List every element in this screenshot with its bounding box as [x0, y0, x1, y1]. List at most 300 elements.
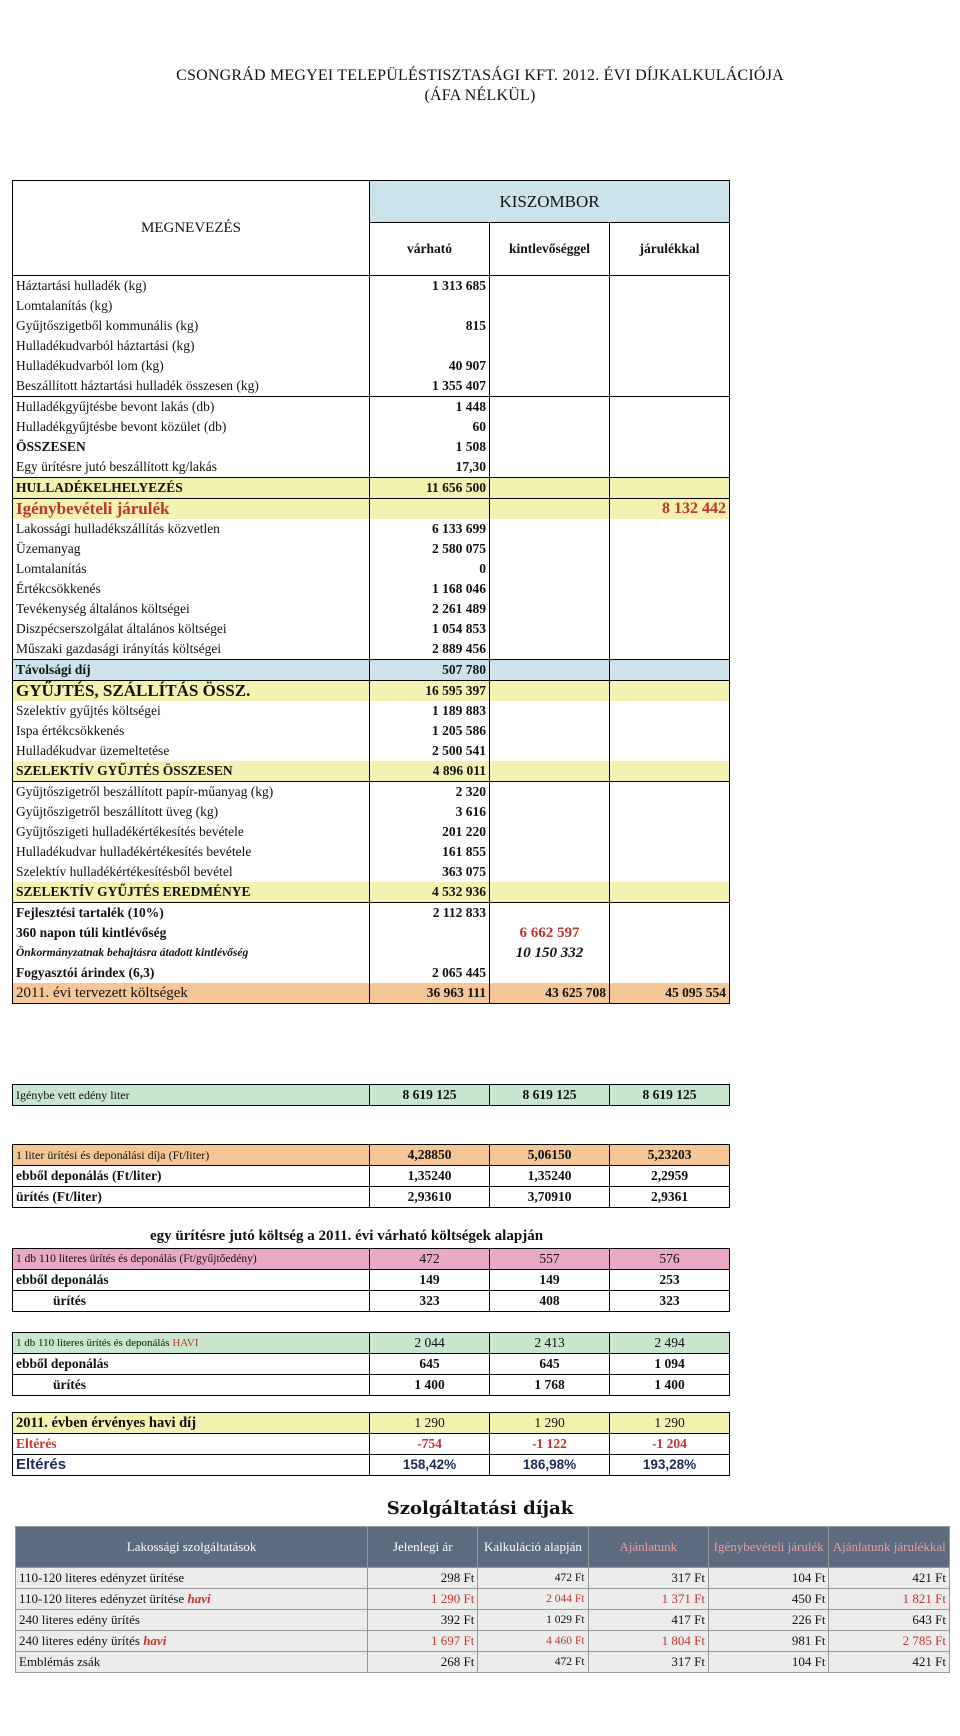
service-cell-a: 1 697 Ft: [368, 1631, 478, 1652]
cell-jarulek: 1 094: [610, 1354, 730, 1375]
cell-jarulek: [610, 741, 730, 761]
cell-jarulek: [610, 397, 730, 418]
cell-varhato: 4 896 011: [370, 761, 490, 782]
service-label: [16, 1589, 368, 1610]
cell-kintlevo: 2 413: [490, 1333, 610, 1354]
cell-varhato: 1 508: [370, 437, 490, 457]
row-label: Ispa értékcsökkenés: [13, 721, 370, 741]
table-row: [16, 1589, 950, 1610]
row-label: ebből deponálás: [13, 1270, 370, 1291]
table-row: [13, 499, 730, 520]
table-row: [13, 539, 730, 559]
service-label-text: 240 literes edény ürítés: [19, 1633, 144, 1648]
row-label: Hulladékudvarból háztartási (kg): [13, 336, 370, 356]
cell-kintlevo: [490, 761, 610, 782]
row-label: Szelektív gyűjtés költségei: [13, 701, 370, 721]
table-row: [13, 276, 730, 297]
cell-varhato: 1 168 046: [370, 579, 490, 599]
cell-kintlevo: 1 768: [490, 1375, 610, 1396]
havi-label: havi: [187, 1591, 211, 1606]
table-row: [13, 417, 730, 437]
cell-jarulek: [610, 356, 730, 376]
cell-kintlevo: 1,35240: [490, 1166, 610, 1187]
cell-jarulek: -1 204: [610, 1434, 730, 1455]
row-label: ebből deponálás (Ft/liter): [13, 1166, 370, 1187]
row-label: Értékcsökkenés: [13, 579, 370, 599]
cell-kintlevo: 186,98%: [490, 1455, 610, 1476]
service-cell-e: 421 Ft: [829, 1568, 950, 1589]
cell-varhato: 0: [370, 559, 490, 579]
table-row: [13, 296, 730, 316]
cell-kintlevo: [490, 903, 610, 924]
table-row: [13, 741, 730, 761]
table-row: [13, 619, 730, 639]
row-label: 360 napon túli kintlévőség: [13, 923, 370, 943]
cell-varhato: 1 400: [370, 1375, 490, 1396]
cell-kintlevo: [490, 963, 610, 983]
cell-varhato: 2 044: [370, 1333, 490, 1354]
row-label: Műszaki gazdasági irányítás költségei: [13, 639, 370, 660]
document-title: CSONGRÁD MEGYEI TELEPÜLÉSTISZTASÁGI KFT. 2012. ÉVI DÍJKALKULÁCIÓJA: [176, 67, 784, 84]
cell-kintlevo: [490, 478, 610, 499]
cell-jarulek: [610, 701, 730, 721]
row-label: 1 db 110 literes ürítés és deponálás (Ft/gyűjtőedény): [13, 1249, 370, 1270]
table-row: [13, 1333, 730, 1354]
cell-varhato: -754: [370, 1434, 490, 1455]
service-cell-d: 104 Ft: [708, 1652, 828, 1673]
column-header-location: KISZOMBOR: [370, 181, 730, 223]
calculation-table: [12, 180, 730, 1004]
cell-varhato: 1 205 586: [370, 721, 490, 741]
table-row: [13, 1291, 730, 1312]
table-row: [13, 660, 730, 681]
table-row: [13, 356, 730, 376]
cell-varhato: 36 963 111: [370, 983, 490, 1004]
cell-kintlevo: [490, 559, 610, 579]
cell-jarulek: [610, 882, 730, 903]
table-row: [13, 1187, 730, 1208]
per-emptying-title: egy ürítésre jutó költség a 2011. évi várható költségek alapján: [150, 1228, 544, 1244]
cell-varhato: 11 656 500: [370, 478, 490, 499]
cell-varhato: 472: [370, 1249, 490, 1270]
service-cell-c: 317 Ft: [588, 1652, 708, 1673]
cell-jarulek: [610, 276, 730, 297]
cell-varhato: 2 580 075: [370, 539, 490, 559]
cell-varhato: 4,28850: [370, 1145, 490, 1166]
row-label: Fogyasztói árindex (6,3): [13, 963, 370, 983]
table-row: [13, 1455, 730, 1476]
cell-varhato: 4 532 936: [370, 882, 490, 903]
service-cell-a: 268 Ft: [368, 1652, 478, 1673]
cell-varhato: 2 889 456: [370, 639, 490, 660]
cell-varhato: 201 220: [370, 822, 490, 842]
table-row: [13, 1145, 730, 1166]
cell-varhato: 40 907: [370, 356, 490, 376]
cell-jarulek: 193,28%: [610, 1455, 730, 1476]
service-cell-c: 417 Ft: [588, 1610, 708, 1631]
service-cell-e: 421 Ft: [829, 1652, 950, 1673]
service-cell-b: 2 044 Ft: [478, 1589, 588, 1610]
cell-jarulek: [610, 519, 730, 539]
cell-kintlevo: 3,70910: [490, 1187, 610, 1208]
cell-jarulek: 8 619 125: [642, 1087, 697, 1102]
cell-jarulek: [610, 721, 730, 741]
cell-jarulek: 1 400: [610, 1375, 730, 1396]
service-cell-b: 472 Ft: [478, 1652, 588, 1673]
row-label: 2011. évben érvényes havi díj: [13, 1413, 370, 1434]
row-label: SZELEKTÍV GYŰJTÉS EREDMÉNYE: [13, 882, 370, 903]
cell-kintlevo: [490, 782, 610, 803]
cell-jarulek: [610, 822, 730, 842]
services-title: Szolgáltatási díjak: [386, 1498, 574, 1519]
row-label: Hulladékudvar üzemeltetése: [13, 741, 370, 761]
cell-varhato: 16 595 397: [370, 681, 490, 702]
column-header-jarulek: járulékkal: [610, 223, 730, 276]
cell-jarulek: [610, 376, 730, 397]
cell-jarulek: [610, 963, 730, 983]
row-label: Hulladékgyűjtésbe bevont közület (db): [13, 417, 370, 437]
havi-label: HAVI: [172, 1337, 199, 1349]
cell-jarulek: 2,9361: [610, 1187, 730, 1208]
row-label: Igénybevételi járulék: [13, 499, 370, 520]
table-row: [13, 882, 730, 903]
table-row: [13, 336, 730, 356]
table-row: [13, 579, 730, 599]
cell-jarulek: [610, 660, 730, 681]
row-label: Hulladékudvarból lom (kg): [13, 356, 370, 376]
table-row: [13, 842, 730, 862]
service-cell-e: 1 821 Ft: [829, 1589, 950, 1610]
cell-varhato: [370, 499, 490, 520]
cell-jarulek: 45 095 554: [665, 985, 726, 1000]
cell-varhato: 1 355 407: [370, 376, 490, 397]
services-header: Lakossági szolgáltatások: [16, 1527, 368, 1568]
column-header-megnevezes: MEGNEVEZÉS: [13, 181, 370, 276]
row-label: Eltérés: [13, 1455, 370, 1476]
cell-jarulek: 2,2959: [610, 1166, 730, 1187]
row-label: ebből deponálás: [13, 1354, 370, 1375]
cell-varhato: 2 261 489: [370, 599, 490, 619]
document-subtitle: (ÁFA NÉLKÜL): [424, 87, 536, 104]
cell-kintlevo: 8 619 125: [490, 1085, 610, 1106]
table-row: [13, 721, 730, 741]
row-label: Háztartási hulladék (kg): [13, 276, 370, 297]
cell-jarulek: [610, 316, 730, 336]
cell-kintlevo: [490, 376, 610, 397]
services-header: Ajánlatunk járulékkal: [829, 1527, 950, 1568]
row-label: 1 liter ürítési és deponálási díja (Ft/liter): [13, 1145, 370, 1166]
service-label-text: Emblémás zsák: [19, 1654, 101, 1669]
service-label-text: 110-120 literes edényzet ürítése: [19, 1570, 185, 1585]
table-row: [16, 1568, 950, 1589]
row-label: Diszpécserszolgálat általános költségei: [13, 619, 370, 639]
cell-varhato: 2 320: [370, 782, 490, 803]
table-row: [13, 701, 730, 721]
cell-kintlevo: [490, 579, 610, 599]
cell-varhato: [370, 336, 490, 356]
cell-jarulek: [610, 923, 730, 943]
services-header: Kalkuláció alapján: [478, 1527, 588, 1568]
service-cell-d: 226 Ft: [708, 1610, 828, 1631]
cell-jarulek: [610, 862, 730, 882]
cell-kintlevo: 5,06150: [490, 1145, 610, 1166]
cell-jarulek: [610, 903, 730, 924]
cell-jarulek: [610, 478, 730, 499]
final-table: [12, 1412, 730, 1476]
cell-kintlevo: [490, 539, 610, 559]
row-label: Gyűjtőszigeti hulladékértékesítés bevétele: [13, 822, 370, 842]
cell-kintlevo: 557: [490, 1249, 610, 1270]
service-cell-b: 4 460 Ft: [478, 1631, 588, 1652]
cell-varhato: 1 313 685: [370, 276, 490, 297]
row-label: Eltérés: [13, 1434, 370, 1455]
cell-varhato: 2 112 833: [370, 903, 490, 924]
cell-kintlevo: [490, 316, 610, 336]
cell-kintlevo: [490, 862, 610, 882]
cell-kintlevo: -1 122: [490, 1434, 610, 1455]
cell-kintlevo: 645: [490, 1354, 610, 1375]
row-label: HULLADÉKELHELYEZÉS: [13, 478, 370, 499]
row-label: ürítés (Ft/liter): [13, 1187, 370, 1208]
row-label: Igénybe vett edény liter: [13, 1085, 370, 1106]
cell-kintlevo: [490, 842, 610, 862]
row-label: Beszállított háztartási hulladék összesen (kg): [13, 376, 370, 397]
cell-varhato: 158,42%: [370, 1455, 490, 1476]
table-row: [13, 397, 730, 418]
services-header: Jelenlegi ár: [368, 1527, 478, 1568]
service-cell-d: 450 Ft: [708, 1589, 828, 1610]
table-row: [13, 923, 730, 943]
services-header-row: [16, 1527, 950, 1568]
cell-varhato: 323: [370, 1291, 490, 1312]
cell-varhato: 161 855: [370, 842, 490, 862]
service-label: [16, 1610, 368, 1631]
cell-jarulek: [610, 296, 730, 316]
cell-jarulek: 2 494: [654, 1335, 685, 1350]
row-label: [13, 1333, 370, 1354]
table-row: [13, 1166, 730, 1187]
cell-kintlevo: 1 290: [490, 1413, 610, 1434]
row-label: Lomtalanítás (kg): [13, 296, 370, 316]
cell-varhato: 6 133 699: [370, 519, 490, 539]
cell-kintlevo: [490, 457, 610, 478]
row-label: 2011. évi tervezett költségek: [13, 983, 370, 1004]
row-label: Hulladékudvar hulladékértékesítés bevétele: [13, 842, 370, 862]
cell-kintlevo: 10 150 332: [490, 943, 610, 963]
service-label-text: 110-120 literes edényzet ürítése: [19, 1591, 188, 1606]
cell-varhato: 17,30: [370, 457, 490, 478]
cell-varhato: 60: [370, 417, 490, 437]
cell-jarulek: 323: [610, 1291, 730, 1312]
cell-jarulek: [610, 943, 730, 963]
service-cell-c: 1 804 Ft: [588, 1631, 708, 1652]
cell-jarulek: [610, 761, 730, 782]
cell-kintlevo: [490, 882, 610, 903]
cell-kintlevo: 43 625 708: [490, 983, 610, 1004]
cell-kintlevo: 408: [490, 1291, 610, 1312]
cell-varhato: 1 290: [370, 1413, 490, 1434]
service-label: [16, 1652, 368, 1673]
table-row: [13, 639, 730, 660]
table-row: [13, 1249, 730, 1270]
row-label: SZELEKTÍV GYŰJTÉS ÖSSZESEN: [13, 761, 370, 782]
row-label: Távolsági díj: [13, 660, 370, 681]
services-table: [15, 1526, 950, 1673]
service-cell-a: 392 Ft: [368, 1610, 478, 1631]
cell-kintlevo: [490, 599, 610, 619]
cell-varhato: 1 054 853: [370, 619, 490, 639]
table-row: [13, 963, 730, 983]
row-label: ÖSSZESEN: [13, 437, 370, 457]
cell-jarulek: [610, 639, 730, 660]
cell-varhato: 2 065 445: [370, 963, 490, 983]
cell-jarulek: [610, 539, 730, 559]
service-cell-b: 1 029 Ft: [478, 1610, 588, 1631]
cell-varhato: 8 619 125: [370, 1085, 490, 1106]
cell-kintlevo: [490, 721, 610, 741]
per-emptying-table: [12, 1248, 730, 1312]
table-row: [13, 316, 730, 336]
service-cell-a: 298 Ft: [368, 1568, 478, 1589]
cell-jarulek: [610, 782, 730, 803]
row-label: Üzemanyag: [13, 539, 370, 559]
cell-kintlevo: [490, 802, 610, 822]
cell-kintlevo: [490, 296, 610, 316]
cell-kintlevo: [490, 356, 610, 376]
table-row: [13, 1413, 730, 1434]
cell-kintlevo: [490, 822, 610, 842]
table-row: [13, 457, 730, 478]
cell-jarulek: [610, 619, 730, 639]
cell-varhato: [370, 296, 490, 316]
service-label-text: 240 literes edény ürítés: [19, 1612, 140, 1627]
row-label: Tevékenység általános költségei: [13, 599, 370, 619]
liter-table: [12, 1084, 730, 1106]
row-label: GYŰJTÉS, SZÁLLÍTÁS ÖSSZ.: [13, 681, 370, 702]
cell-kintlevo: [490, 519, 610, 539]
cell-jarulek: 576: [659, 1251, 680, 1266]
unit-price-table: [12, 1144, 730, 1208]
cell-kintlevo: [490, 276, 610, 297]
table-row: [13, 1085, 730, 1106]
service-cell-c: 317 Ft: [588, 1568, 708, 1589]
cell-jarulek: [610, 681, 730, 702]
cell-jarulek: [610, 559, 730, 579]
services-header: Igénybevételi járulék: [708, 1527, 828, 1568]
table-row: [13, 862, 730, 882]
table-row: [13, 519, 730, 539]
cell-varhato: 1 189 883: [370, 701, 490, 721]
service-cell-e: 643 Ft: [829, 1610, 950, 1631]
table-row: [13, 802, 730, 822]
cell-kintlevo: [490, 741, 610, 761]
column-header-varhato: várható: [370, 223, 490, 276]
cell-jarulek: [610, 842, 730, 862]
table-row: [13, 822, 730, 842]
cell-kintlevo: [490, 681, 610, 702]
table-row: [13, 1354, 730, 1375]
cell-jarulek: [610, 599, 730, 619]
table-row: [16, 1610, 950, 1631]
cell-kintlevo: [490, 660, 610, 681]
row-label: Gyűjtőszigetről beszállított papír-műanyag (kg): [13, 782, 370, 803]
cell-kintlevo: [490, 701, 610, 721]
cell-varhato: [370, 923, 490, 943]
services-header: Ajánlatunk: [588, 1527, 708, 1568]
service-label: [16, 1568, 368, 1589]
row-label: Gyűjtőszigetről beszállított üveg (kg): [13, 802, 370, 822]
cell-kintlevo: 6 662 597: [490, 923, 610, 943]
table-row: [13, 1375, 730, 1396]
row-label: Hulladékgyűjtésbe bevont lakás (db): [13, 397, 370, 418]
cell-varhato: 149: [370, 1270, 490, 1291]
row-label: ürítés: [13, 1291, 370, 1312]
column-header-kintlevo: kintlevőséggel: [490, 223, 610, 276]
table-row: [13, 903, 730, 924]
cell-varhato: 1 448: [370, 397, 490, 418]
cell-jarulek: 5,23203: [647, 1147, 692, 1162]
table-row: [13, 1270, 730, 1291]
cell-kintlevo: [490, 336, 610, 356]
service-cell-a: 1 290 Ft: [368, 1589, 478, 1610]
cell-varhato: 3 616: [370, 802, 490, 822]
monthly-table: [12, 1332, 730, 1396]
cell-jarulek: [610, 437, 730, 457]
cell-varhato: 2 500 541: [370, 741, 490, 761]
cell-varhato: 2,93610: [370, 1187, 490, 1208]
cell-kintlevo: [490, 619, 610, 639]
table-row: [13, 599, 730, 619]
cell-kintlevo: [490, 417, 610, 437]
service-cell-e: 2 785 Ft: [829, 1631, 950, 1652]
table-row: [13, 1434, 730, 1455]
row-label: Lakossági hulladékszállítás közvetlen: [13, 519, 370, 539]
cell-varhato: 507 780: [370, 660, 490, 681]
cell-jarulek: [610, 417, 730, 437]
row-label: Önkormányzatnak behajtásra átadott kintlévőség: [13, 943, 370, 963]
row-label: Fejlesztési tartalék (10%): [13, 903, 370, 924]
service-cell-c: 1 371 Ft: [588, 1589, 708, 1610]
cell-kintlevo: [490, 499, 610, 520]
row-label: Szelektív hulladékértékesítésből bevétel: [13, 862, 370, 882]
cell-jarulek: [610, 457, 730, 478]
cell-jarulek: 253: [610, 1270, 730, 1291]
cell-kintlevo: 149: [490, 1270, 610, 1291]
cell-kintlevo: [490, 437, 610, 457]
service-cell-d: 981 Ft: [708, 1631, 828, 1652]
table-row: [13, 376, 730, 397]
cell-varhato: 645: [370, 1354, 490, 1375]
table-row: [13, 943, 730, 963]
cell-kintlevo: [490, 397, 610, 418]
table-row: [13, 761, 730, 782]
cell-varhato: 815: [370, 316, 490, 336]
cell-kintlevo: [490, 639, 610, 660]
table-row: [13, 782, 730, 803]
service-cell-b: 472 Ft: [478, 1568, 588, 1589]
table-row: [13, 681, 730, 702]
cell-varhato: [370, 943, 490, 963]
service-label: [16, 1631, 368, 1652]
cell-jarulek: [610, 802, 730, 822]
cell-jarulek: 1 290: [654, 1415, 685, 1430]
row-label: Egy ürítésre jutó beszállított kg/lakás: [13, 457, 370, 478]
table-row: [16, 1652, 950, 1673]
row-label: Lomtalanítás: [13, 559, 370, 579]
cell-jarulek: [610, 336, 730, 356]
table-row: [13, 437, 730, 457]
table-row: [13, 559, 730, 579]
